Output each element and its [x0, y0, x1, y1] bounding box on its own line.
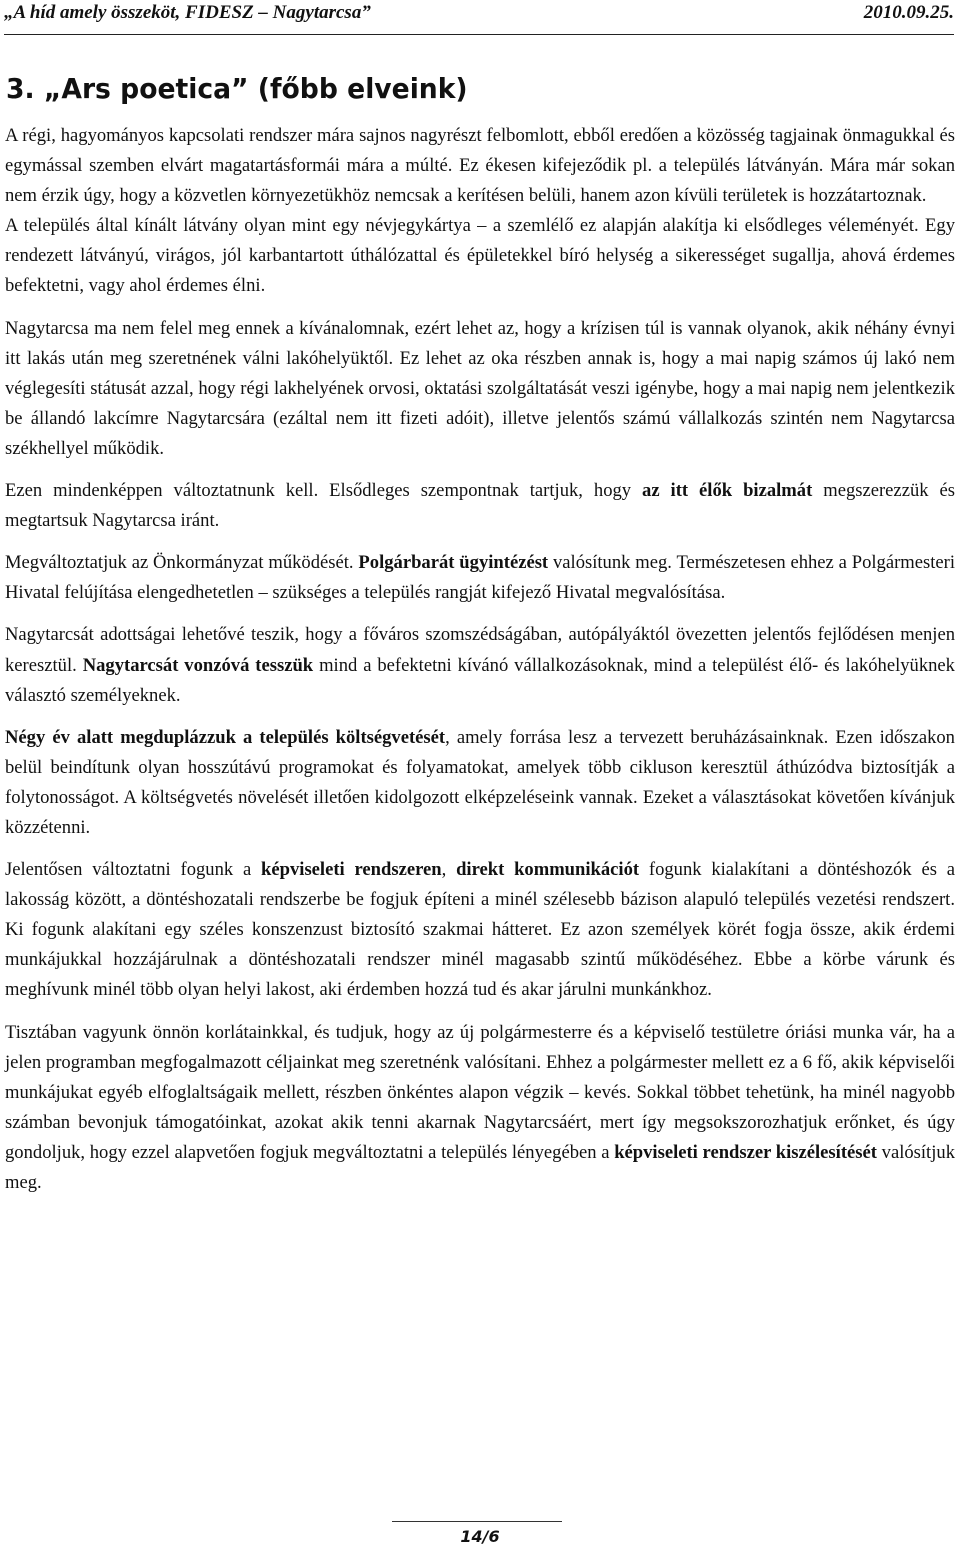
paragraph-text: megszerezzük és megtartsuk Nagytarcsa iránt. [5, 480, 955, 532]
paragraph-3 [5, 314, 955, 464]
bold-phrase: Nagytarcsát vonzóvá tesszük [82, 654, 314, 676]
header-date: 2010.09.25. [863, 2, 954, 23]
paragraph-2 [5, 211, 955, 301]
paragraph-5 [5, 548, 955, 608]
paragraph-text: Jelentősen változtatni fogunk a [5, 859, 262, 881]
paragraph-text: Megváltoztatjuk az Önkormányzat működését. [5, 552, 359, 574]
paragraph-text: , amely forrása lesz a tervezett beruházásainknak. Ezen időszakon belül beindítunk olyan hosszútávú programokat és folyamatokat, amelyek több cikluson keresztül áthúzódva biztosítják a folytonosságot. A költségvetés növelését illetően kidolgozott elképzeléseink vannak. Ezeket a választásokat követően kívánjuk közzétenni. [5, 726, 955, 838]
page-header [4, 0, 954, 35]
paragraph-text: mind a befektetni kívánó vállalkozásoknak, mind a települést élő- és lakóhelyüknek választó személyeknek. [5, 654, 955, 706]
bold-phrase: Polgárbarát ügyintézést [358, 552, 549, 574]
paragraph-text: Ezen mindenképpen változtatnunk kell. Elsődleges szempontnak tartjuk, hogy [5, 480, 643, 502]
page-number: 14/6 [460, 1527, 500, 1546]
paragraph-4 [5, 476, 955, 536]
paragraph-text: A régi, hagyományos kapcsolati rendszer mára sajnos nagyrészt felbomlott, ebből eredően a közösség tagjainak önmagukkal és egymással szemben elvárt magatartásformái mára a múlté. Ez ékesen kifejeződik pl. a település látványán. Mára már sokan nem érzik úgy, hogy a közvetlen környezetükhöz nemcsak a kerítésen belüli, hanem azon kívüli területek is hozzátartoznak. [5, 125, 955, 207]
bold-phrase: direkt kommunikációt [456, 859, 640, 881]
bold-phrase: Négy év alatt megduplázzuk a település költségvetését [5, 726, 446, 748]
paragraph-1 [5, 121, 955, 211]
paragraph-text: valósítjuk meg. [5, 1141, 955, 1193]
paragraph-8 [5, 855, 955, 1005]
paragraph-text: fogunk kialakítani a döntéshozók és a lakosság között, a döntéshozatali rendszerbe be fogjuk építeni a minél szélesebb bázison alapuló település vezetési rendszert. Ki fogunk alakítani egy széles konszenzust biztosító szakmai hátteret. Ez azon személyek körét fogja össze, akik érdemi munkájukkal hozzájárulnak a döntéshozatali rendszer minél magasabb szintű működéséhez. Ebbe a körbe várunk és meghívunk minél több olyan helyi lakost, aki érdemben hozzá tud és akar járulni munkánkhoz. [5, 859, 955, 1001]
paragraph-7 [5, 723, 955, 843]
paragraph-text: A település által kínált látvány olyan mint egy névjegykártya – a szemlélő ez alapján alakítja ki elsődleges véleményét. Egy rendezett látványú, virágos, jól karbantartott úthálózattal és épületekkel bíró helység a sikerességet sugallja, ahová érdemes befektetni, vagy ahol érdemes élni. [5, 215, 955, 297]
header-title: „A híd amely összeköt, FIDESZ – Nagytarcsa” [4, 2, 371, 23]
footer-divider [392, 1521, 562, 1522]
paragraph-text: valósítunk meg. Természetesen ehhez a Polgármesteri Hivatal felújítása elengedhetetlen – szükséges a település rangját kifejező Hivatal megvalósítása. [5, 552, 956, 604]
bold-phrase: képviseleti rendszer kiszélesítését [614, 1141, 877, 1163]
paragraph-text: Nagytarcsa ma nem felel meg ennek a kívánalomnak, ezért lehet az, hogy a krízisen túl is vannak olyanok, akik néhány évnyi itt lakás után meg szeretnének válni lakóhelyüktől. Ez lehet az oka részben annak is, hogy a mai napig számos új lakó nem véglegesíti státusát azzal, hogy régi lakhelyének orvosi, oktatási szolgáltatását veszi igénybe, hogy a mai napig nem jelentkezik be állandó lakcímre Nagytarcsára (ezáltal nem itt fizeti adóit), illetve jelentős számú vállalkozás szintén nem Nagytarcsa székhellyel működik. [5, 317, 955, 459]
paragraph-text: Nagytarcsát adottságai lehetővé teszik, hogy a főváros szomszédságában, autópályáktól övezetten jelentős fejlődésen menjen keresztül. [5, 624, 955, 676]
section-title: 3. „Ars poetica” (főbb elveink) [6, 72, 468, 105]
paragraph-text: , [441, 859, 457, 881]
bold-phrase: az itt élők bizalmát [642, 480, 813, 502]
paragraph-9 [5, 1018, 955, 1199]
document-body [5, 121, 955, 1210]
bold-phrase: képviseleti rendszeren [261, 859, 442, 881]
paragraph-text: Tisztában vagyunk önnön korlátainkkal, és tudjuk, hogy az új polgármesterre és a képviselő testületre óriási munka vár, ha a jelen programban megfogalmazott céljainkat meg szeretnénk valósítani. Ehhez a polgármester mellett ez a 6 fő, akik képviselői munkájukat egyéb elfoglaltságaik mellett, részben önkéntes alapon végzik – kevés. Sokkal többet tehetünk, ha minél nagyobb számban bevonjuk támogatóinkat, azokat akik tenni akarnak Nagytarcsáért, mert így megsokszorozhatjuk erőnket, és úgy gondoljuk, hogy ezzel alapvetően fogjuk megváltoztatni a település lényegében a [5, 1021, 955, 1163]
paragraph-6 [5, 620, 955, 710]
